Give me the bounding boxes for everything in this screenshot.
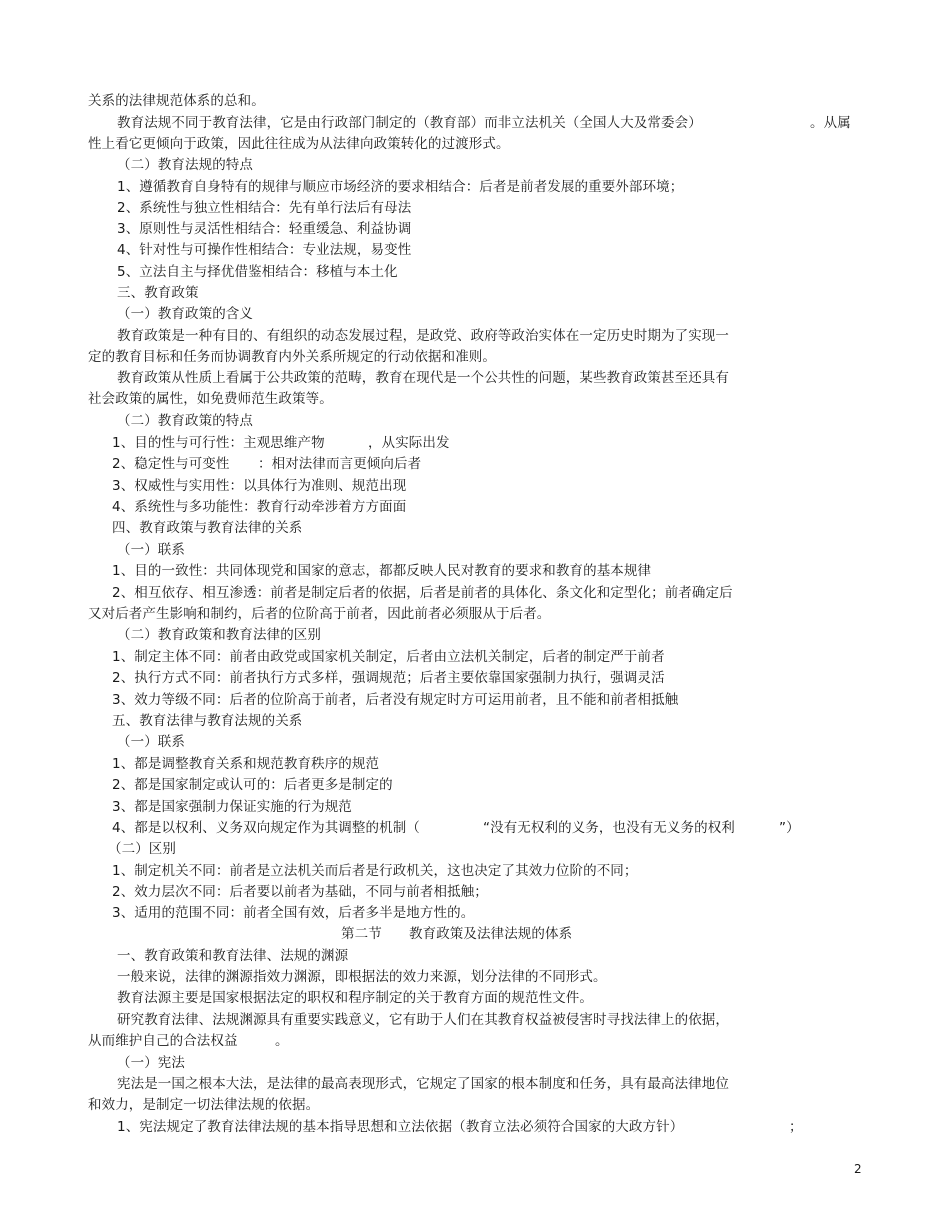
section-heading: （二）区别: [108, 841, 176, 857]
list-item: 2、效力层次不同：后者要以前者为基础，不同与前者相抵触；: [112, 884, 488, 900]
text-line: 一般来说，法律的渊源指效力渊源，即根据法的效力来源，划分法律的不同形式。: [117, 969, 607, 985]
chapter-section-title: 教育政策及法律法规的体系: [409, 926, 573, 942]
list-item: 4、都是以权利、义务双向规定作为其调整的机制（: [112, 820, 420, 836]
list-item: 3、原则性与灵活性相结合：轻重缓急、利益协调: [117, 221, 412, 237]
text-line: 教育法规不同于教育法律，它是由行政部门制定的（教育部）而非立法机关（全国人大及常委会）: [117, 115, 702, 131]
section-heading: （一）联系: [117, 734, 185, 750]
section-heading: （二）教育政策的特点: [117, 413, 253, 429]
section-heading: （一）联系: [117, 542, 185, 558]
list-item: 2、相互依存、相互渗透：前者是制定后者的依据，后者是前者的具体化、条文化和定型化；前者确定后: [112, 585, 733, 601]
text-line: ，从实际出发: [368, 435, 450, 451]
list-item: 3、都是国家强制力保证实施的行为规范: [112, 799, 352, 815]
text-line: ；: [789, 1119, 803, 1135]
text-line: 宪法是一国之根本大法，是法律的最高表现形式，它规定了国家的根本制度和任务，具有最高法律地位: [117, 1076, 729, 1092]
text-line: 社会政策的属性，如免费师范生政策等。: [88, 391, 333, 407]
text-line: 。: [275, 1033, 289, 1049]
list-item: 1、遵循教育自身特有的规律与顺应市场经济的要求相结合：后者是前者发展的重要外部环境；: [117, 179, 684, 195]
section-heading: （一）宪法: [117, 1055, 185, 1071]
list-item: 3、适用的范围不同：前者全国有效，后者多半是地方性的。: [112, 905, 475, 921]
section-heading: 五、教育法律与教育法规的关系: [112, 713, 303, 729]
text-line: 又对后者产生影响和制约，后者的位阶高于前者，因此前者必须服从于后者。: [88, 606, 551, 622]
list-item: 2、系统性与独立性相结合：先有单行法后有母法: [117, 200, 412, 216]
page-number: 2: [854, 1162, 862, 1176]
text-line: 和效力，是制定一切法律法规的依据。: [88, 1097, 320, 1113]
section-heading: 三、教育政策: [117, 285, 199, 301]
list-item: 1、目的性与可行性：主观思维产物: [112, 435, 325, 451]
list-item: 2、都是国家制定或认可的：后者更多是制定的: [112, 777, 393, 793]
text-line: 定的教育目标和任务而协调教育内外关系所规定的行动依据和准则。: [88, 349, 496, 365]
text-line: 研究教育法律、法规渊源具有重要实践意义，它有助于人们在其教育权益被侵害时寻找法律上的依据，: [117, 1012, 729, 1028]
text-line: ：相对法律而言更倾向后者: [258, 456, 422, 472]
list-item: 5、立法自主与择优借鉴相结合：移植与本土化: [117, 264, 398, 280]
list-item: 1、都是调整教育关系和规范教育秩序的规范: [112, 756, 380, 772]
section-heading: （二）教育政策和教育法律的区别: [117, 627, 321, 643]
list-item: 1、制定机关不同：前者是立法机关而后者是行政机关，这也决定了其效力位阶的不同；: [112, 863, 638, 879]
section-heading: 四、教育政策与教育法律的关系: [112, 520, 303, 536]
list-item: 2、执行方式不同：前者执行方式多样，强调规范；后者主要依靠国家强制力执行，强调灵活: [112, 670, 665, 686]
text-line: 关系的法律规范体系的总和。: [88, 93, 265, 109]
quote-text: “没有无权利的义务，也没有无义务的权利: [483, 820, 735, 836]
text-line: 从而维护自己的合法权益: [88, 1033, 238, 1049]
list-item: 4、针对性与可操作性相结合：专业法规，易变性: [117, 242, 412, 258]
text-line: 教育法源主要是国家根据法定的职权和程序制定的关于教育方面的规范性文件。: [117, 990, 593, 1006]
chapter-section-number: 第二节: [341, 926, 382, 942]
list-item: 3、权威性与实用性：以具体行为准则、规范出现: [112, 478, 407, 494]
text-line: 教育政策是一种有目的、有组织的动态发展过程，是政党、政府等政治实体在一定历史时期为了实现一: [117, 328, 729, 344]
list-item: 1、制定主体不同：前者由政党或国家机关制定，后者由立法机关制定，后者的制定严于前者: [112, 649, 665, 665]
list-item: 1、宪法规定了教育法律法规的基本指导思想和立法依据（教育立法必须符合国家的大政方针）: [117, 1119, 684, 1135]
text-line: ”）: [779, 820, 800, 836]
list-item: 1、目的一致性：共同体现党和国家的意志，都都反映人民对教育的要求和教育的基本规律: [112, 563, 652, 579]
text-line: 。从属: [810, 115, 851, 131]
list-item: 3、效力等级不同：后者的位阶高于前者，后者没有规定时方可运用前者，且不能和前者相抵触: [112, 692, 679, 708]
text-line: 教育政策从性质上看属于公共政策的范畴，教育在现代是一个公共性的问题，某些教育政策甚至还具有: [117, 370, 729, 386]
list-item: 2、稳定性与可变性: [112, 456, 230, 472]
list-item: 4、系统性与多功能性：教育行动牵涉着方方面面: [112, 499, 407, 515]
section-heading: （一）教育政策的含义: [117, 306, 253, 322]
text-line: 性上看它更倾向于政策，因此往往成为从法律向政策转化的过渡形式。: [88, 136, 510, 152]
section-heading: （二）教育法规的特点: [117, 157, 253, 173]
section-heading: 一、教育政策和教育法律、法规的渊源: [117, 948, 349, 964]
